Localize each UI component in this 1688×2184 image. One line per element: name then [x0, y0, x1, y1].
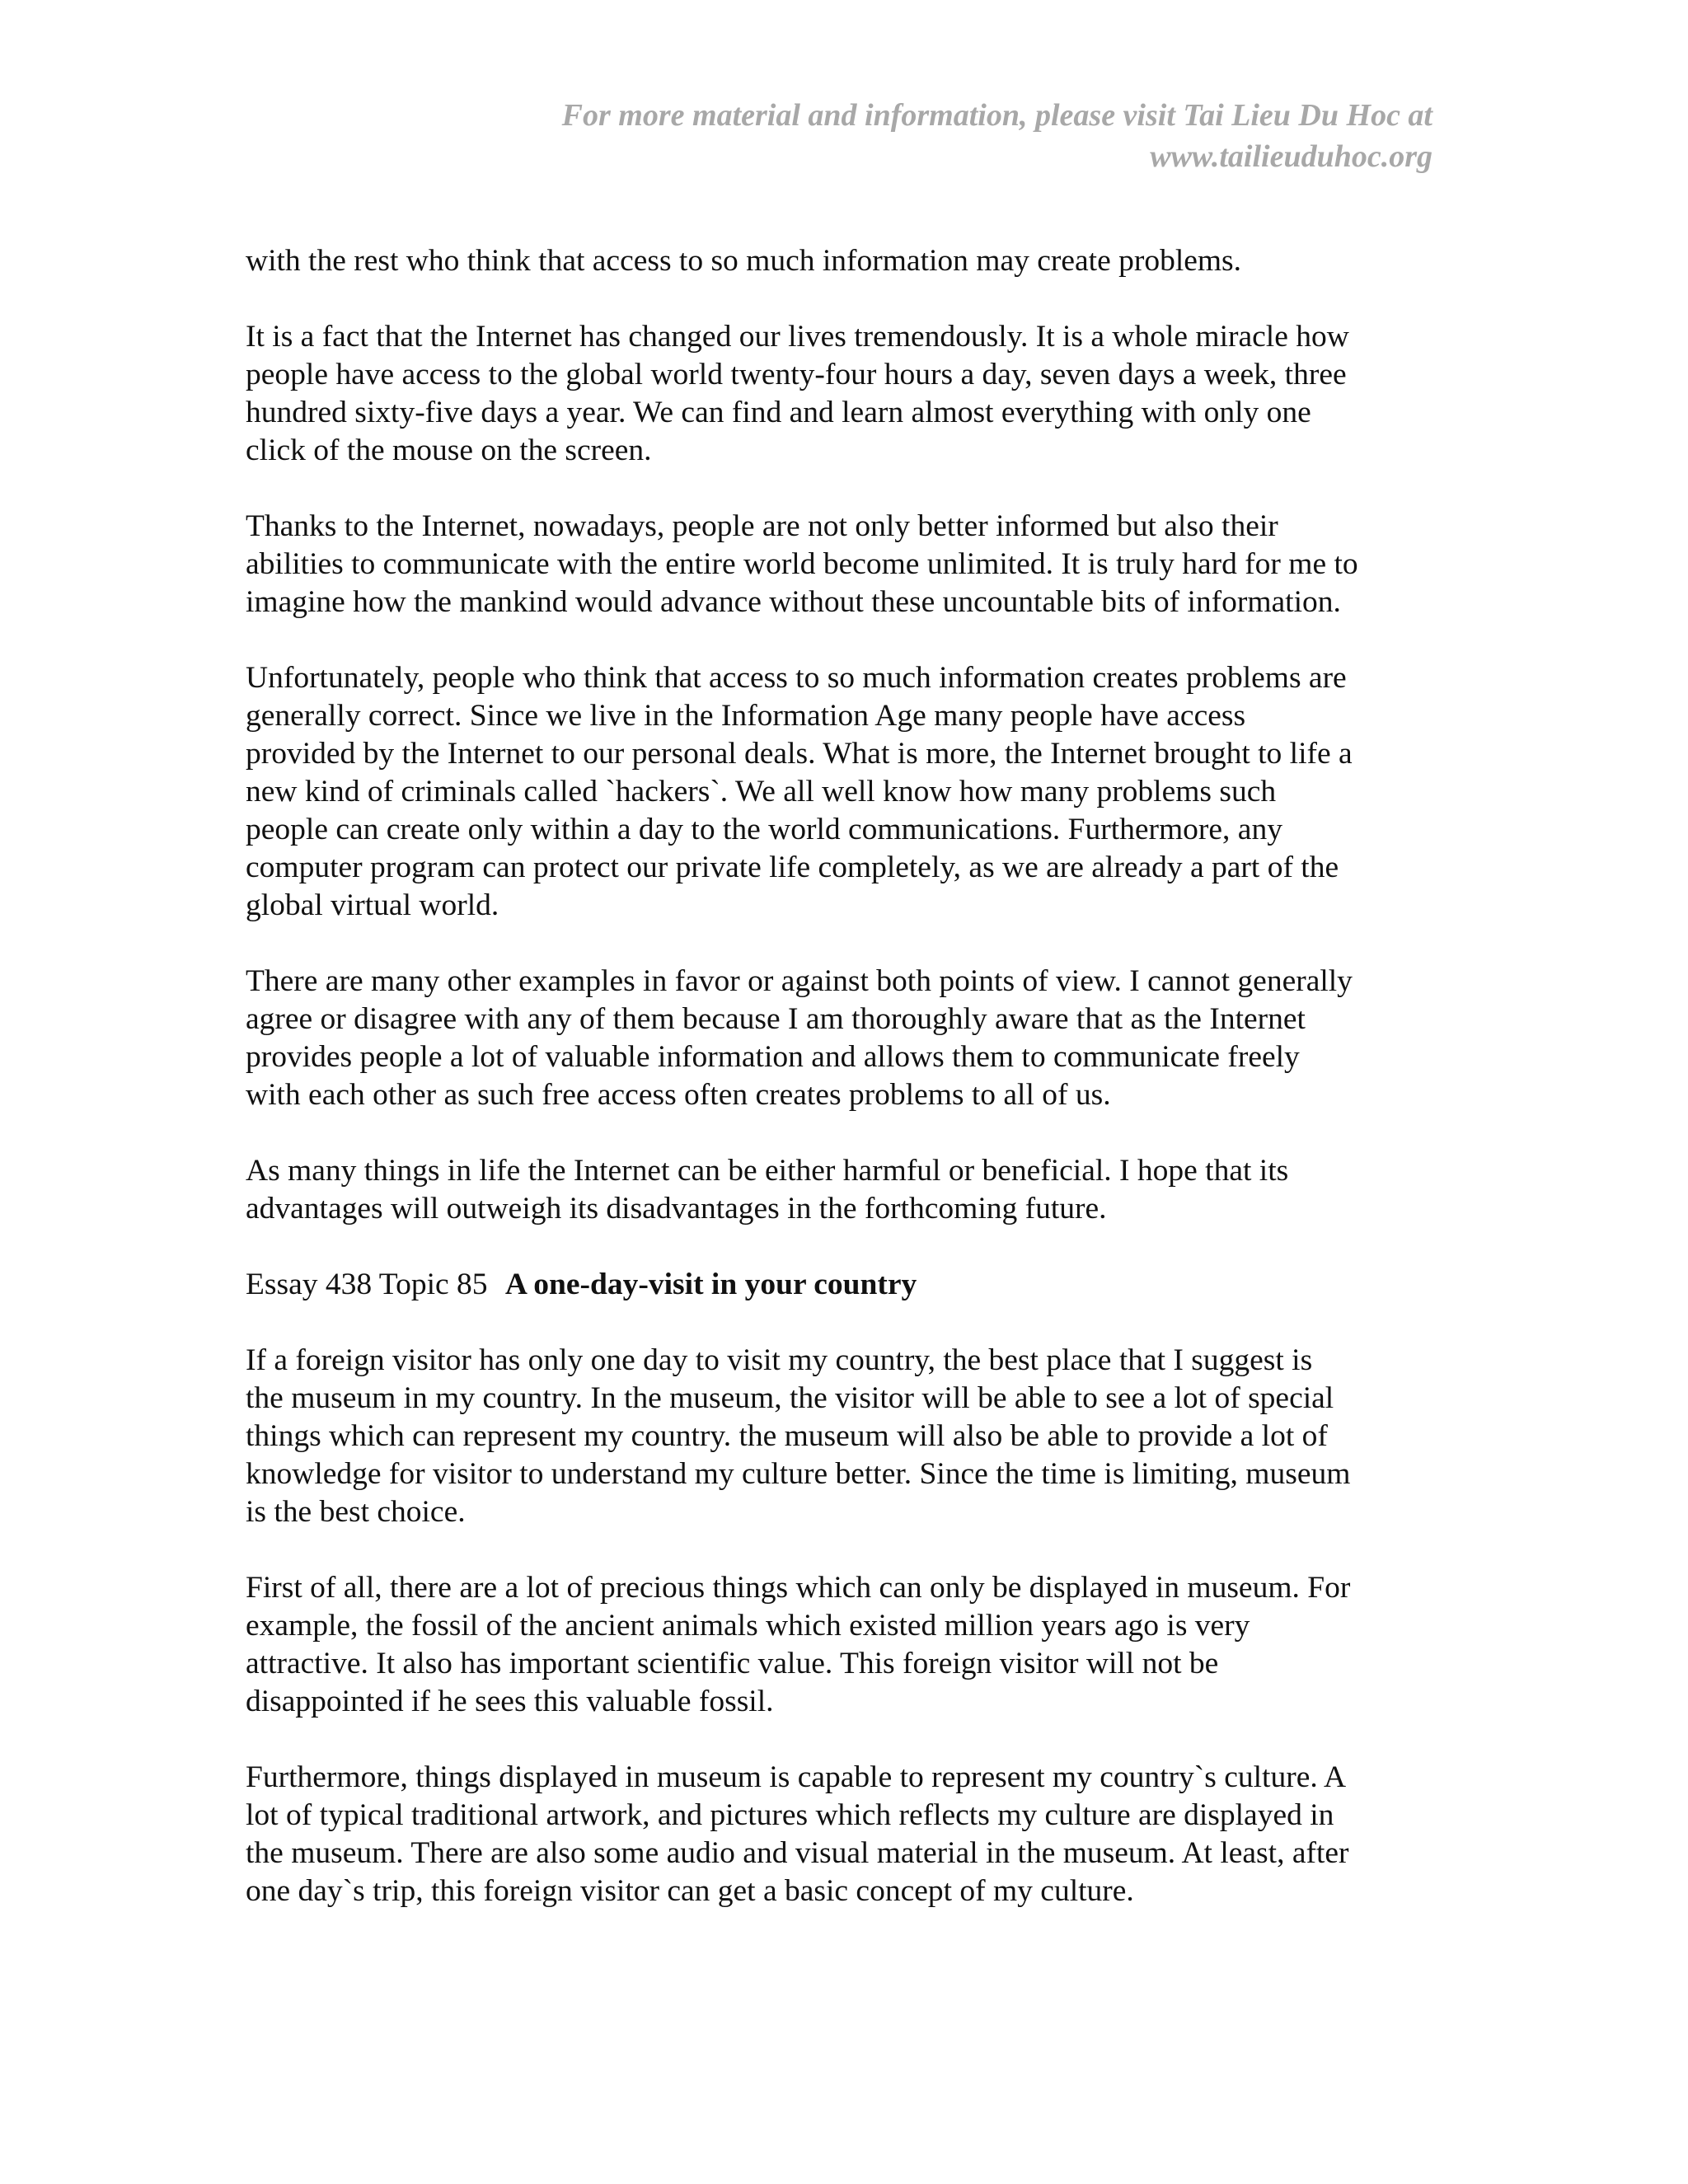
header-note — [443, 95, 1432, 177]
essay-heading — [246, 1266, 1441, 1304]
paragraph-line: new kind of criminals called `hackers`. We all well know how many problems such — [246, 775, 1277, 808]
paragraph — [246, 508, 1441, 621]
essay-title: A one-day-visit in your country — [504, 1268, 917, 1301]
essay-label: Essay 438 Topic 85 — [246, 1268, 488, 1301]
paragraph-line: imagine how the mankind would advance without these uncountable bits of information. — [246, 585, 1341, 619]
paragraph-line: one day`s trip, this foreign visitor can get a basic concept of my culture. — [246, 1874, 1134, 1908]
paragraph-line: disappointed if he sees this valuable fossil. — [246, 1685, 774, 1718]
document-body — [246, 242, 1441, 1948]
paragraph-line: things which can represent my country. the museum will also be able to provide a lot of — [246, 1419, 1328, 1453]
paragraph-line: abilities to communicate with the entire world become unlimited. It is truly hard for me to — [246, 547, 1358, 581]
paragraph-line: Furthermore, things displayed in museum is capable to represent my country`s culture. A — [246, 1760, 1347, 1794]
paragraph-line: It is a fact that the Internet has changed our lives tremendously. It is a whole miracle how — [246, 320, 1349, 354]
paragraph-line: generally correct. Since we live in the Information Age many people have access — [246, 699, 1246, 733]
paragraph-line: If a foreign visitor has only one day to visit my country, the best place that I suggest is — [246, 1343, 1313, 1377]
paragraph-line: As many things in life the Internet can be either harmful or beneficial. I hope that its — [246, 1154, 1289, 1188]
paragraph — [246, 318, 1441, 470]
paragraph-line: the museum. There are also some audio and visual material in the museum. At least, after — [246, 1836, 1349, 1870]
paragraph-line: lot of typical traditional artwork, and pictures which reflects my culture are displayed in — [246, 1798, 1334, 1832]
paragraph-line: agree or disagree with any of them because I am thoroughly aware that as the Internet — [246, 1002, 1306, 1036]
paragraph-line: people have access to the global world twenty-four hours a day, seven days a week, three — [246, 358, 1347, 391]
paragraph-line: click of the mouse on the screen. — [246, 434, 652, 467]
paragraphs-before — [246, 242, 1441, 1228]
header-line-2: www.tailieuduhoc.org — [1150, 139, 1432, 174]
paragraph-line: people can create only within a day to the world communications. Furthermore, any — [246, 813, 1282, 846]
paragraph — [246, 659, 1441, 925]
paragraph-line: global virtual world. — [246, 888, 499, 922]
header-line-1: For more material and information, please visit Tai Lieu Du Hoc at — [561, 98, 1432, 133]
paragraph-line: with each other as such free access often creates problems to all of us. — [246, 1078, 1111, 1112]
paragraph-line: provided by the Internet to our personal deals. What is more, the Internet brought to life a — [246, 737, 1353, 771]
paragraph-line: Unfortunately, people who think that access to so much information creates problems are — [246, 661, 1347, 695]
paragraph-line: is the best choice. — [246, 1495, 466, 1529]
paragraph — [246, 1759, 1441, 1910]
paragraph-line: computer program can protect our private life completely, as we are already a part of the — [246, 851, 1339, 884]
paragraph — [246, 1342, 1441, 1531]
paragraph — [246, 242, 1441, 280]
paragraph-line: knowledge for visitor to understand my culture better. Since the time is limiting, museum — [246, 1457, 1351, 1491]
paragraph-line: example, the fossil of the ancient animals which existed million years ago is very — [246, 1609, 1250, 1643]
paragraph-line: with the rest who think that access to so much information may create problems. — [246, 244, 1242, 278]
paragraph-line: provides people a lot of valuable information and allows them to communicate freely — [246, 1040, 1300, 1074]
paragraph-line: the museum in my country. In the museum, the visitor will be able to see a lot of special — [246, 1381, 1334, 1415]
paragraph-line: There are many other examples in favor or against both points of view. I cannot generally — [246, 964, 1353, 998]
paragraph — [246, 963, 1441, 1114]
paragraph-line: Thanks to the Internet, nowadays, people are not only better informed but also their — [246, 509, 1278, 543]
paragraphs-after — [246, 1342, 1441, 1910]
paragraph-line: First of all, there are a lot of precious things which can only be displayed in museum. For — [246, 1571, 1351, 1605]
paragraph-line: attractive. It also has important scientific value. This foreign visitor will not be — [246, 1647, 1219, 1680]
paragraph-line: hundred sixty-five days a year. We can find and learn almost everything with only one — [246, 396, 1311, 429]
paragraph — [246, 1569, 1441, 1721]
paragraph — [246, 1152, 1441, 1228]
paragraph-line: advantages will outweigh its disadvantages in the forthcoming future. — [246, 1192, 1107, 1226]
